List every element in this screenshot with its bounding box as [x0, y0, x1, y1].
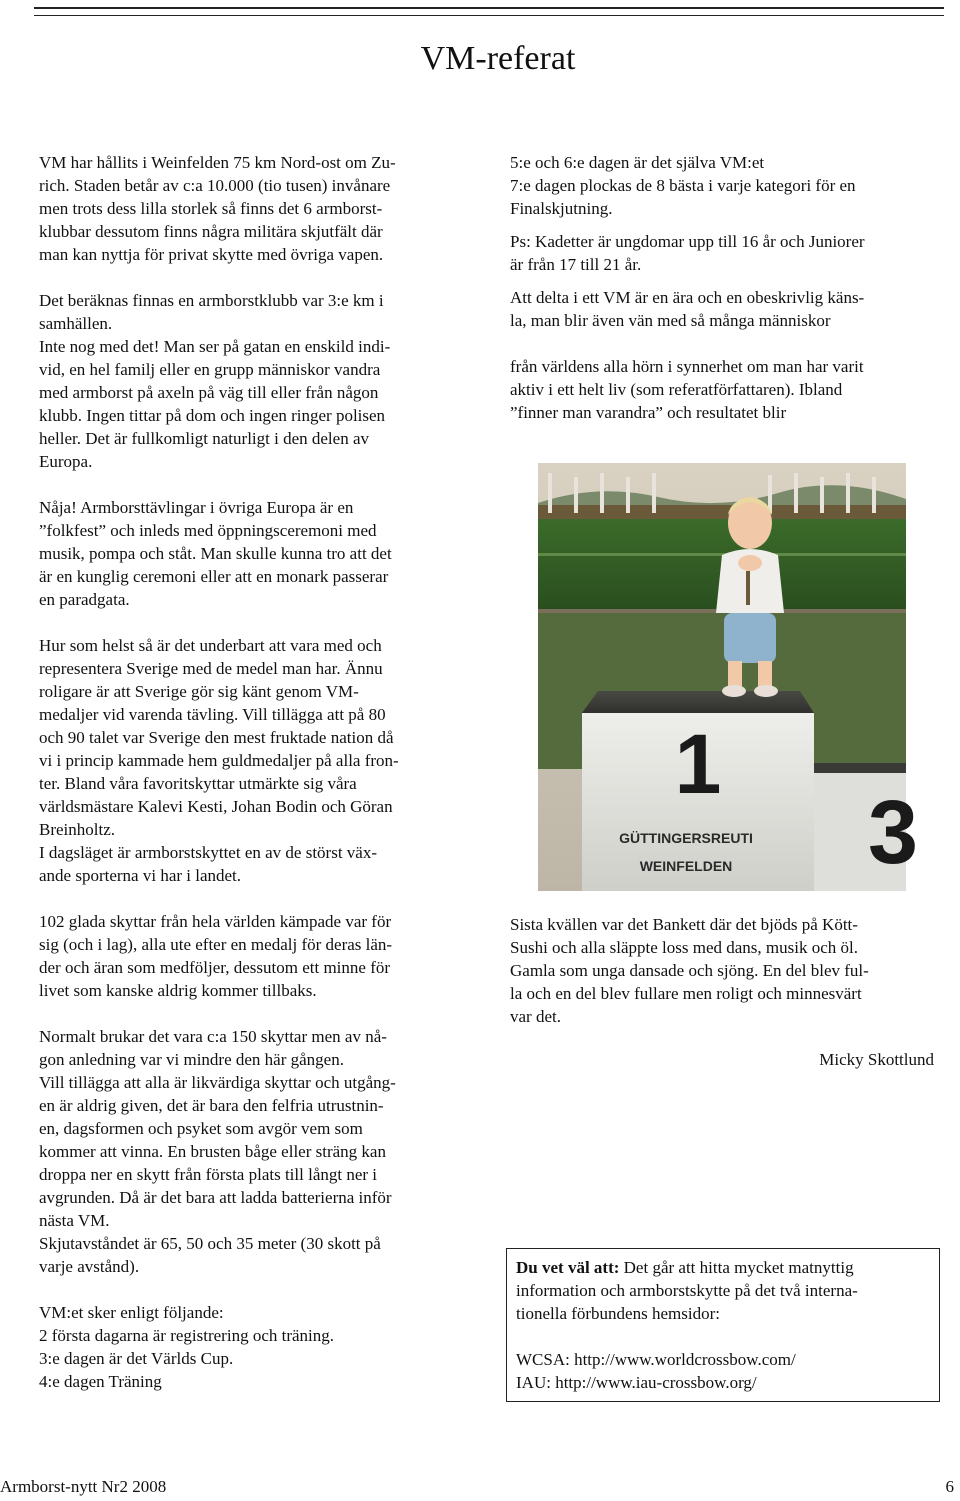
page-number: 6 — [945, 1477, 954, 1496]
paragraph: Att delta i ett VM är en ära och en obeskrivlig käns- la, man blir även vän med så många människor — [510, 288, 865, 330]
wcsa-link[interactable]: WCSA: http://www.worldcrossbow.com/ — [516, 1350, 796, 1369]
left-column — [39, 151, 464, 1393]
paragraph: VM:et sker enligt följande: 2 första dagarna är registrering och träning. 3:e dagen är det Världs Cup. 4:e dagen Träning — [39, 1303, 335, 1391]
info-heading: Du vet väl att: — [516, 1258, 620, 1277]
info-box — [506, 1248, 940, 1402]
paragraph: Sista kvällen var det Bankett där det bjöds på Kött- Sushi och alla släppte loss med dans, musik och öl. Gamla som unga dansade och sjöng. En del blev ful- la och en del blev fullare men roligt och minnesvärt var det. — [510, 915, 869, 1026]
info-body: Det går att hitta mycket matnyttig information och armborstskytte på det två interna- tionella förbundens hemsidor: — [516, 1258, 858, 1323]
top-rule-2 — [34, 15, 944, 16]
paragraph: Det beräknas finnas en armborstklubb var 3:e km i samhällen. Inte nog med det! Man ser på gatan en enskild indi- vid, en hel familj eller en grupp människor vandra med armborst på axeln på väg till eller från någon klubb. Ingen tittar på dom och ingen ringer polisen heller. Det är fullkomligt naturligt i den delen av Europa. — [39, 291, 391, 471]
podium-text: WEINFELDEN — [639, 858, 733, 874]
podium-text: GÜTTINGERSREUTI — [619, 830, 753, 846]
photo-illustration — [538, 463, 919, 891]
footer-publication: Armborst-nytt Nr2 2008 — [0, 1477, 167, 1496]
podium-number-right: 3 — [867, 783, 919, 883]
iau-link[interactable]: IAU: http://www.iau-crossbow.org/ — [516, 1373, 757, 1392]
paragraph: 102 glada skyttar från hela världen kämpade var för sig (och i lag), alla ute efter en medalj för deras län- der och äran som medföljer, dessutom ett minne för livet som kanske aldrig kommer tillbaks. — [39, 912, 393, 1000]
podium-number: 1 — [674, 717, 722, 811]
right-column-bottom — [510, 913, 935, 1028]
paragraph: Ps: Kadetter är ungdomar upp till 16 år och Juniorer är från 17 till 21 år. — [510, 232, 865, 274]
paragraph: Hur som helst så är det underbart att vara med och representera Sverige med de medel man har. Ännu roligare är att Sverige gör sig känt genom VM- medaljer vid varenda tävling. Vill tillägga att på 80 och 90 talet var Sverige den mest fruktade nation då vi i princip kammade hem guldmedaljer på alla fron- ter. Bland våra favoritskyttar utmärkte sig våra världsmästare Kalevi Kesti, Johan Bodin och Göran Breinholtz. I dagsläget är armborstskyttet en av de störst väx- ande sporterna vi har i landet. — [39, 636, 399, 885]
paragraph: 5:e och 6:e dagen är det själva VM:et 7:e dagen plockas de 8 bästa i varje kategori för en Finalskjutning. — [510, 153, 856, 218]
top-rule — [34, 7, 944, 9]
page-title: VM-referat — [420, 40, 576, 77]
info-text — [516, 1256, 930, 1325]
right-column-top — [510, 151, 935, 424]
podium-photo — [538, 463, 919, 891]
paragraph: Nåja! Armborsttävlingar i övriga Europa är en ”folkfest” och inleds med öppningsceremoni med musik, pompa och ståt. Man skulle kunna tro att det är en kunglig ceremoni eller att en monark passerar en paradgata. — [39, 498, 392, 609]
paragraph: från världens alla hörn i synnerhet om man har varit aktiv i ett helt liv (som referatförfattaren). Ibland ”finner man varandra” och resultatet blir — [510, 357, 864, 422]
paragraph: VM har hållits i Weinfelden 75 km Nord-ost om Zu- rich. Staden betår av c:a 10.000 (tio tusen) invånare men trots dess lilla storlek så finns det 6 armborst- klubbar dessutom finns några militära skjutfält där man kan nyttja för privat skytte med övriga vapen. — [39, 153, 396, 264]
paragraph: Normalt brukar det vara c:a 150 skyttar men av nå- gon anledning var vi mindre den här gången. Vill tillägga att alla är likvärdiga skyttar och utgång- en är aldrig given, det är bara den felfria utrustnin- en, dagsformen och psyket som avgör vem som kommer att vinna. En brusten båge eller sträng kan droppa ner en skytt från första plats till långt ner i avgrunden. Då är det bara att ladda batterierna inför nästa VM. Skjutavståndet är 65, 50 och 35 meter (30 skott på varje avstånd). — [39, 1027, 396, 1276]
author-signature: Micky Skottlund — [819, 1050, 934, 1069]
